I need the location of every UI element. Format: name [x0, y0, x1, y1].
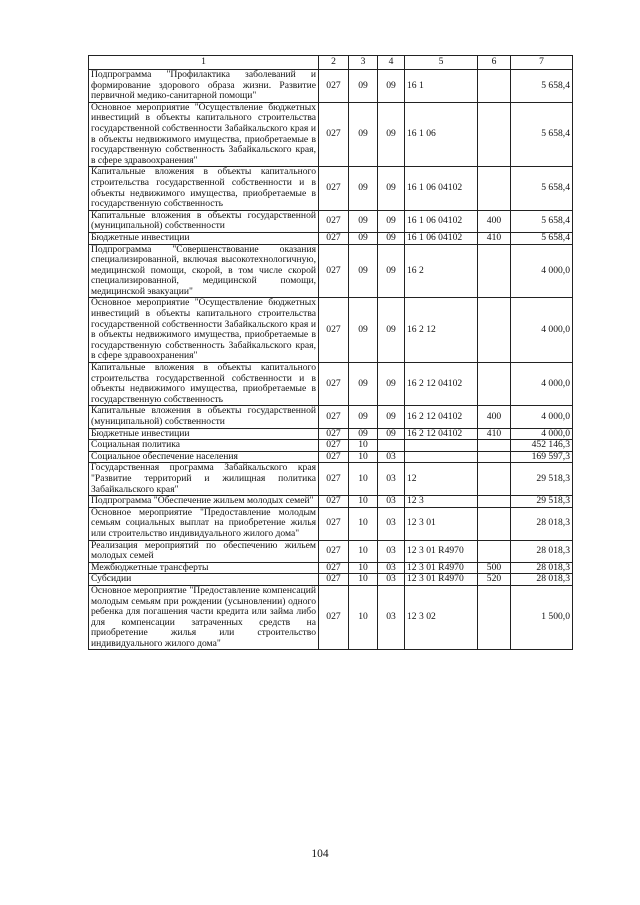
row-name-cell: Социальное обеспечение населения: [89, 451, 319, 463]
amount-cell: 29 518,3: [511, 463, 573, 496]
column-header: 3: [349, 56, 378, 70]
table-row: [89, 496, 573, 508]
section-code-cell: 10: [349, 585, 378, 650]
expense-type-cell: 410: [478, 428, 511, 440]
amount-cell: 4 000,0: [511, 428, 573, 440]
row-name-cell: Основное мероприятие "Предоставление молодым семьям социальных выплат на приобретение жилья или строительство индивидуального жилого дома": [89, 507, 319, 540]
table-row: [89, 167, 573, 210]
ministry-code-cell: 027: [319, 363, 349, 406]
ministry-code-cell: 027: [319, 507, 349, 540]
expense-type-cell: [478, 463, 511, 496]
table-row: [89, 463, 573, 496]
subsection-code-cell: 03: [378, 540, 405, 562]
row-name-cell: Государственная программа Забайкальского края "Развитие территорий и жилищная политика Забайкальского края": [89, 463, 319, 496]
section-code-cell: 10: [349, 463, 378, 496]
expense-type-cell: [478, 540, 511, 562]
subsection-code-cell: 09: [378, 210, 405, 232]
table-row: [89, 232, 573, 244]
table-row: [89, 70, 573, 103]
subsection-code-cell: 03: [378, 451, 405, 463]
section-code-cell: 09: [349, 102, 378, 167]
amount-cell: 5 658,4: [511, 210, 573, 232]
subsection-code-cell: 09: [378, 167, 405, 210]
section-code-cell: 10: [349, 440, 378, 452]
column-header: 1: [89, 56, 319, 70]
amount-cell: 28 018,3: [511, 574, 573, 586]
column-header: 7: [511, 56, 573, 70]
page-number: 104: [311, 848, 329, 860]
column-header: 2: [319, 56, 349, 70]
ministry-code-cell: 027: [319, 428, 349, 440]
ministry-code-cell: 027: [319, 298, 349, 363]
subsection-code-cell: 09: [378, 232, 405, 244]
target-article-cell: 16 1 06: [405, 102, 478, 167]
target-article-cell: 16 2 12 04102: [405, 363, 478, 406]
table-row: [89, 574, 573, 586]
amount-cell: 5 658,4: [511, 70, 573, 103]
subsection-code-cell: 09: [378, 298, 405, 363]
amount-cell: 1 500,0: [511, 585, 573, 650]
amount-cell: 28 018,3: [511, 507, 573, 540]
section-code-cell: 10: [349, 496, 378, 508]
row-name-cell: Основное мероприятие "Осуществление бюджетных инвестиций в объекты капитального строительства государственной собственности Забайкальского края и в объекты недвижимого имущества, приобретаемые в государственную собственность Забайкальского края, в сфере здравоохранения": [89, 298, 319, 363]
table-row: [89, 585, 573, 650]
expense-type-cell: 410: [478, 232, 511, 244]
table-row: [89, 428, 573, 440]
table-row: [89, 406, 573, 428]
row-name-cell: Бюджетные инвестиции: [89, 428, 319, 440]
table-row: [89, 440, 573, 452]
row-name-cell: Подпрограмма "Совершенствование оказания специализированной, включая высокотехнологичную, медицинской помощи, скорой, в том числе скорой специализированной, медицинской помощи, медицинской эвакуации": [89, 244, 319, 298]
amount-cell: 452 146,3: [511, 440, 573, 452]
table-row: [89, 102, 573, 167]
expense-type-cell: [478, 451, 511, 463]
section-code-cell: 09: [349, 298, 378, 363]
amount-cell: 29 518,3: [511, 496, 573, 508]
target-article-cell: 16 1: [405, 70, 478, 103]
section-code-cell: 09: [349, 244, 378, 298]
row-name-cell: Бюджетные инвестиции: [89, 232, 319, 244]
section-code-cell: 09: [349, 70, 378, 103]
budget-table: [88, 55, 573, 650]
row-name-cell: Капитальные вложения в объекты капитального строительства государственной собственности и в объекты недвижимого имущества, приобретаемые в государственную собственность: [89, 363, 319, 406]
ministry-code-cell: 027: [319, 540, 349, 562]
section-code-cell: 10: [349, 507, 378, 540]
ministry-code-cell: 027: [319, 406, 349, 428]
row-name-cell: Реализация мероприятий по обеспечению жильем молодых семей: [89, 540, 319, 562]
table-header-row: [89, 56, 573, 70]
subsection-code-cell: 09: [378, 406, 405, 428]
expense-type-cell: 400: [478, 210, 511, 232]
target-article-cell: 16 1 06 04102: [405, 232, 478, 244]
subsection-code-cell: 09: [378, 363, 405, 406]
target-article-cell: 12 3 01 R4970: [405, 540, 478, 562]
expense-type-cell: [478, 102, 511, 167]
row-name-cell: Социальная политика: [89, 440, 319, 452]
row-name-cell: Субсидии: [89, 574, 319, 586]
section-code-cell: 10: [349, 451, 378, 463]
table-row: [89, 451, 573, 463]
ministry-code-cell: 027: [319, 562, 349, 574]
target-article-cell: [405, 440, 478, 452]
expense-type-cell: [478, 496, 511, 508]
table-row: [89, 298, 573, 363]
subsection-code-cell: 03: [378, 463, 405, 496]
expense-type-cell: 400: [478, 406, 511, 428]
row-name-cell: Капитальные вложения в объекты государственной (муниципальной) собственности: [89, 406, 319, 428]
row-name-cell: Подпрограмма "Обеспечение жильем молодых семей": [89, 496, 319, 508]
expense-type-cell: [478, 167, 511, 210]
row-name-cell: Межбюджетные трансферты: [89, 562, 319, 574]
ministry-code-cell: 027: [319, 70, 349, 103]
target-article-cell: 16 1 06 04102: [405, 167, 478, 210]
table-row: [89, 244, 573, 298]
target-article-cell: 12 3 01: [405, 507, 478, 540]
subsection-code-cell: 03: [378, 585, 405, 650]
target-article-cell: [405, 451, 478, 463]
subsection-code-cell: 03: [378, 496, 405, 508]
section-code-cell: 09: [349, 428, 378, 440]
target-article-cell: 16 2 12 04102: [405, 406, 478, 428]
table-row: [89, 540, 573, 562]
ministry-code-cell: 027: [319, 585, 349, 650]
target-article-cell: 12 3 02: [405, 585, 478, 650]
subsection-code-cell: 03: [378, 562, 405, 574]
table-body: [89, 70, 573, 650]
amount-cell: 28 018,3: [511, 540, 573, 562]
expense-type-cell: [478, 440, 511, 452]
expense-type-cell: [478, 585, 511, 650]
table-row: [89, 210, 573, 232]
ministry-code-cell: 027: [319, 102, 349, 167]
table-row: [89, 562, 573, 574]
table-row: [89, 507, 573, 540]
ministry-code-cell: 027: [319, 574, 349, 586]
subsection-code-cell: 09: [378, 428, 405, 440]
row-name-cell: Капитальные вложения в объекты государственной (муниципальной) собственности: [89, 210, 319, 232]
amount-cell: 28 018,3: [511, 562, 573, 574]
amount-cell: 4 000,0: [511, 363, 573, 406]
section-code-cell: 09: [349, 167, 378, 210]
expense-type-cell: 500: [478, 562, 511, 574]
column-header: 5: [405, 56, 478, 70]
section-code-cell: 10: [349, 574, 378, 586]
amount-cell: 4 000,0: [511, 406, 573, 428]
section-code-cell: 09: [349, 363, 378, 406]
expense-type-cell: [478, 244, 511, 298]
table-row: [89, 363, 573, 406]
expense-type-cell: [478, 363, 511, 406]
target-article-cell: 12: [405, 463, 478, 496]
column-header: 4: [378, 56, 405, 70]
section-code-cell: 09: [349, 210, 378, 232]
section-code-cell: 10: [349, 562, 378, 574]
ministry-code-cell: 027: [319, 210, 349, 232]
expense-type-cell: 520: [478, 574, 511, 586]
target-article-cell: 16 1 06 04102: [405, 210, 478, 232]
ministry-code-cell: 027: [319, 463, 349, 496]
ministry-code-cell: 027: [319, 451, 349, 463]
subsection-code-cell: [378, 440, 405, 452]
ministry-code-cell: 027: [319, 167, 349, 210]
expense-type-cell: [478, 298, 511, 363]
target-article-cell: 12 3 01 R4970: [405, 562, 478, 574]
subsection-code-cell: 03: [378, 507, 405, 540]
section-code-cell: 09: [349, 232, 378, 244]
amount-cell: 5 658,4: [511, 167, 573, 210]
expense-type-cell: [478, 70, 511, 103]
target-article-cell: 12 3: [405, 496, 478, 508]
target-article-cell: 16 2 12: [405, 298, 478, 363]
column-header: 6: [478, 56, 511, 70]
ministry-code-cell: 027: [319, 440, 349, 452]
target-article-cell: 12 3 01 R4970: [405, 574, 478, 586]
row-name-cell: Основное мероприятие "Осуществление бюджетных инвестиций в объекты капитального строительства государственной собственности Забайкальского края и в объекты недвижимого имущества, приобретаемые в государственную собственность Забайкальского края, в сфере здравоохранения": [89, 102, 319, 167]
row-name-cell: Капитальные вложения в объекты капитального строительства государственной собственности и в объекты недвижимого имущества, приобретаемые в государственную собственность: [89, 167, 319, 210]
section-code-cell: 09: [349, 406, 378, 428]
target-article-cell: 16 2: [405, 244, 478, 298]
ministry-code-cell: 027: [319, 244, 349, 298]
target-article-cell: 16 2 12 04102: [405, 428, 478, 440]
ministry-code-cell: 027: [319, 232, 349, 244]
ministry-code-cell: 027: [319, 496, 349, 508]
amount-cell: 4 000,0: [511, 298, 573, 363]
expense-type-cell: [478, 507, 511, 540]
amount-cell: 5 658,4: [511, 102, 573, 167]
subsection-code-cell: 09: [378, 102, 405, 167]
amount-cell: 5 658,4: [511, 232, 573, 244]
section-code-cell: 10: [349, 540, 378, 562]
amount-cell: 4 000,0: [511, 244, 573, 298]
row-name-cell: Основное мероприятие "Предоставление компенсаций молодым семьям при рождении (усыновлении) одного ребенка для погашения части кредита или займа либо для компенсации затраченных средств на приобретение жилья или строительство индивидуального жилого дома": [89, 585, 319, 650]
subsection-code-cell: 09: [378, 70, 405, 103]
subsection-code-cell: 09: [378, 244, 405, 298]
subsection-code-cell: 03: [378, 574, 405, 586]
row-name-cell: Подпрограмма "Профилактика заболеваний и формирование здорового образа жизни. Развитие первичной медико-санитарной помощи": [89, 70, 319, 103]
amount-cell: 169 597,3: [511, 451, 573, 463]
